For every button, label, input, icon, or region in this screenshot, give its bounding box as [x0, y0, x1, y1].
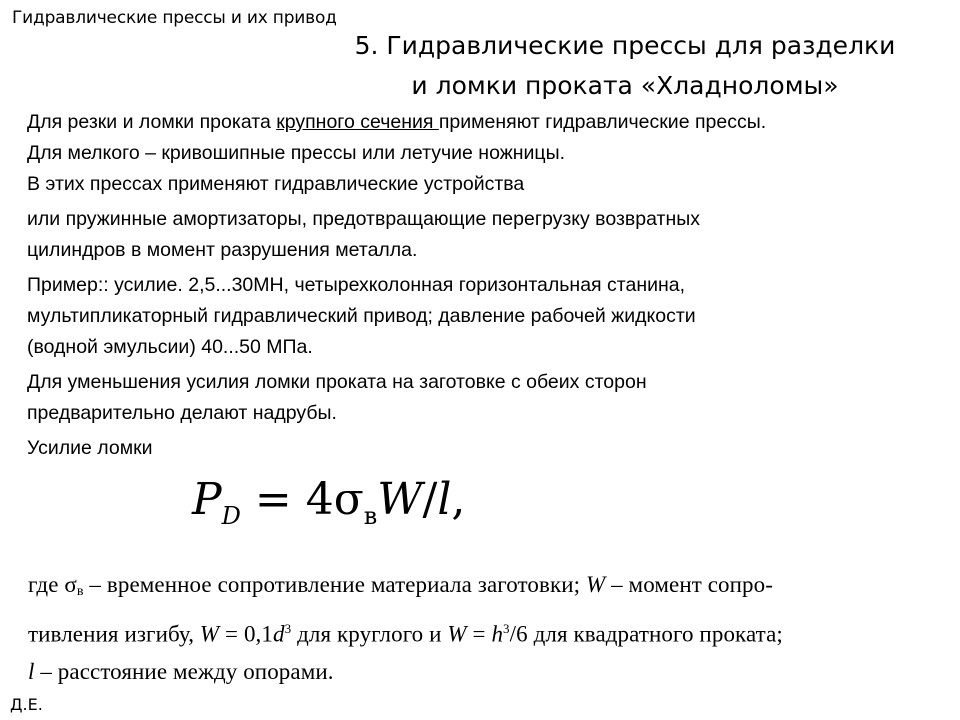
underlined-term: крупного сечения	[276, 111, 439, 133]
where-text: – момент сопро-	[605, 572, 774, 597]
where-text: – временное сопротивление материала заготовки;	[83, 572, 586, 597]
sigma-symbol: σ	[64, 572, 77, 597]
W-symbol: W	[447, 621, 467, 647]
explanation-line-1	[28, 566, 868, 610]
where-text: – расстояние между опорами.	[34, 658, 334, 684]
formula-slash: /	[422, 474, 438, 525]
explanation-line-3	[28, 653, 868, 690]
where-text: /6	[509, 621, 528, 647]
where-text: для круглого и	[291, 621, 448, 647]
power-3: 3	[503, 621, 510, 636]
p1-text: Для резки и ломки проката	[27, 111, 277, 133]
where-text: где	[28, 572, 65, 597]
p4-line-2: мультипликаторный гидравлический привод; давление рабочей жидкости	[27, 305, 696, 327]
formula-sigma-sub: в	[363, 502, 378, 530]
where-text: =	[466, 621, 492, 647]
explanation-line-2	[28, 610, 868, 653]
formula-comma: ,	[451, 474, 466, 525]
sigma-subscript: в	[76, 584, 84, 599]
title-line-1: 5. Гидравлические прессы для разделки	[354, 31, 896, 60]
paragraph-3: или пружинные амортизаторы, предотвращающие перегрузку возвратных цилиндров в момент разрушения металла.	[27, 208, 700, 261]
breaking-force-formula	[192, 470, 465, 546]
formula-W: W	[377, 474, 423, 525]
slide-topic: Гидравлические прессы и их привод	[12, 8, 337, 28]
power-3: 3	[284, 621, 292, 636]
W-symbol: W	[585, 572, 606, 597]
p4-line-1: Пример:: усилие. 2,5...30МН, четырехколонная горизонтальная станина,	[27, 274, 686, 296]
paragraph-1	[27, 107, 787, 169]
l-symbol: l	[28, 658, 35, 684]
d-symbol: d	[273, 621, 285, 647]
h-symbol: h	[491, 621, 504, 647]
author-initials: Д.Е.	[10, 695, 43, 714]
title-line-2: и ломки проката «Хладноломы»	[411, 71, 839, 100]
W-symbol: W	[199, 621, 220, 647]
formula-P: P	[192, 474, 222, 525]
formula-equals: = 4	[240, 474, 334, 525]
formula-l: l	[437, 474, 452, 525]
paragraph-5: Для уменьшения усилия ломки проката на заготовке с обеих сторон предварительно делают надрубы.	[27, 371, 647, 424]
formula-sigma: σ	[333, 474, 364, 525]
p4-line-3: (водной эмульсии) 40...50 МПа.	[27, 336, 313, 358]
where-text: для квадратного проката;	[527, 621, 783, 647]
paragraph-6: Усилие ломки	[27, 437, 153, 459]
paragraph-4	[27, 270, 787, 363]
p1-text-end: применяют гидравлические прессы. Для мелкого – кривошипные прессы или летучие ножницы.	[27, 111, 767, 164]
where-text: = 0,1	[219, 621, 274, 647]
formula-D: D	[221, 502, 241, 530]
slide-body	[27, 107, 787, 468]
where-text: тивления изгибу,	[28, 621, 200, 647]
page-title	[300, 26, 950, 106]
formula-explanation	[28, 566, 868, 690]
paragraph-2: В этих прессах применяют гидравлические устройства	[27, 173, 525, 195]
